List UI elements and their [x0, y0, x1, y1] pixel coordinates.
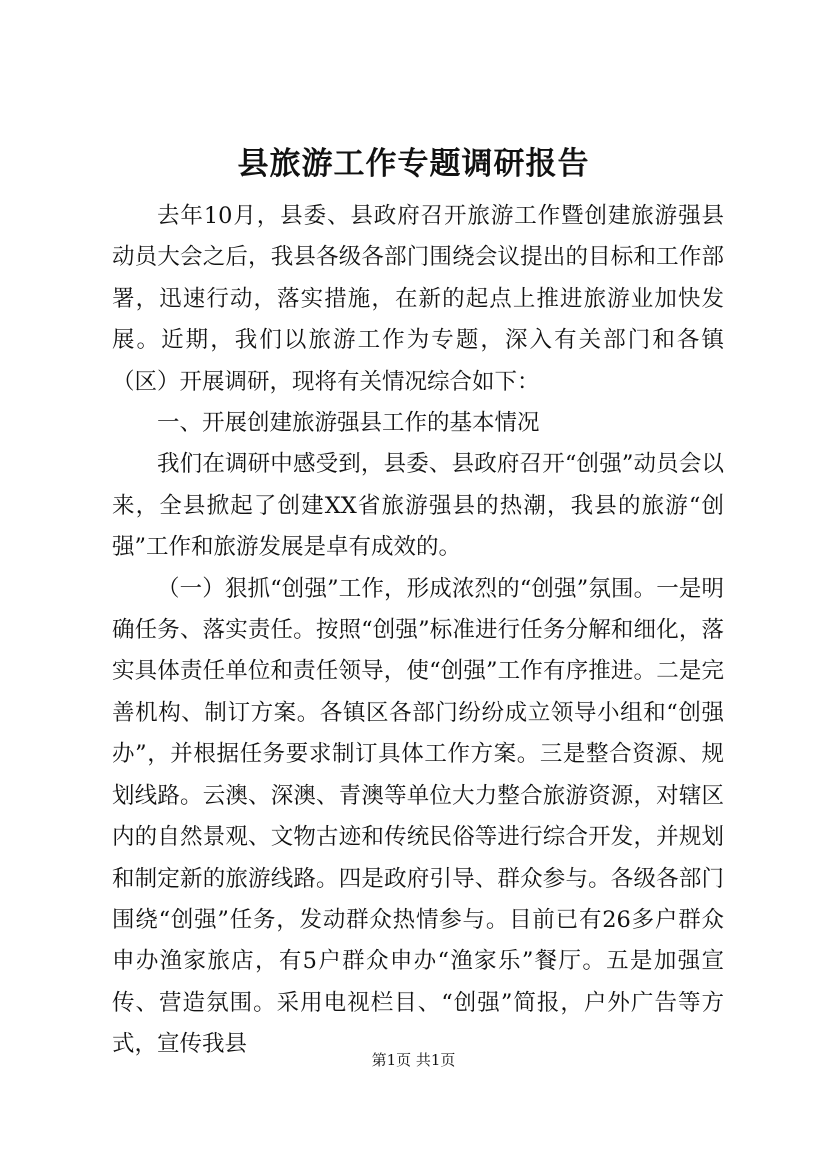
section-heading-1: 一、开展创建旅游强县工作的基本情况 — [157, 410, 540, 437]
paragraph-summary: 我们在调研中感受到，县委、县政府召开“创强”动员会以来，全县掀起了创建XX省旅游强县的热潮，我县的旅游“创强”工作和旅游发展是卓有成效的。 — [112, 451, 724, 561]
page-footer: 第1页 共1页 — [371, 1051, 456, 1069]
paragraph-intro: 去年10月，县委、县政府召开旅游工作暨创建旅游强县动员大会之后，我县各级各部门围绕会议提出的目标和工作部署，迅速行动，落实措施，在新的起点上推进旅游业加快发展。近期，我们以旅游工作为专题，深入有关部门和各镇（区）开展调研，现将有关情况综合如下： — [112, 203, 724, 395]
document-title: 县旅游工作专题调研报告 — [237, 146, 590, 182]
document-body — [112, 196, 724, 1066]
paragraph-subsection-1: （一）狠抓“创强”工作，形成浓烈的“创强”氛围。一是明确任务、落实责任。按照“创强”标准进行任务分解和细化，落实具体责任单位和责任领导，使“创强”工作有序推进。二是完善机构、制订方案。各镇区各部门纷纷成立领导小组和“创强办”，并根据任务要求制订具体工作方案。三是整合资源、规划线路。云澳、深澳、青澳等单位大力整合旅游资源，对辖区内的自然景观、文物古迹和传统民俗等进行综合开发，并规划和制定新的旅游线路。四是政府引导、群众参与。各级各部门围绕“创强”任务，发动群众热情参与。目前已有26多户群众申办渔家旅店，有5户群众申办“渔家乐”餐厅。五是加强宣传、营造氛围。采用电视栏目、“创强”简报，户外广告等方式，宣传我县 — [112, 575, 724, 1058]
